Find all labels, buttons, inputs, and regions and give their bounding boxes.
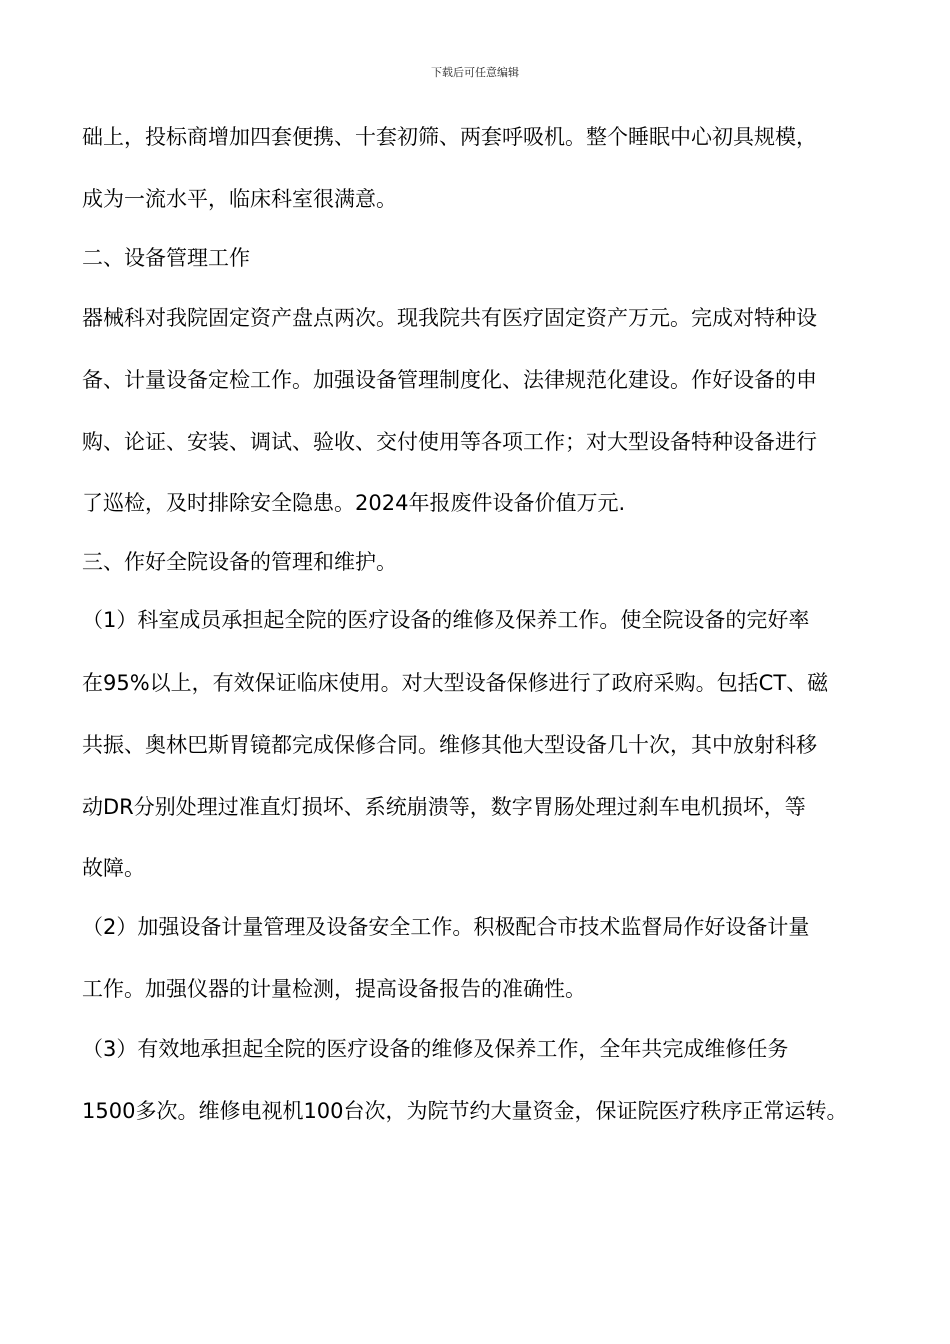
- text-line: 动DR分别处理过准直灯损坏、系统崩溃等，数字胃肠处理过刹车电机损坏，等: [82, 795, 806, 819]
- text-line: （3）有效地承担起全院的医疗设备的维修及保养工作，全年共完成维修任务: [82, 1037, 789, 1061]
- text-line: 1500多次。维修电视机100台次，为院节约大量资金，保证院医疗秩序正常运转。: [82, 1099, 848, 1123]
- text-line: 器械科对我院固定资产盘点两次。现我院共有医疗固定资产万元。完成对特种设: [82, 306, 817, 330]
- section-heading: 二、设备管理工作: [82, 246, 250, 270]
- text-line: 备、计量设备定检工作。加强设备管理制度化、法律规范化建设。作好设备的申: [82, 368, 817, 392]
- text-line: 共振、奥林巴斯胃镜都完成保修合同。维修其他大型设备几十次，其中放射科移: [82, 733, 817, 757]
- text-line: 购、论证、安装、调试、验收、交付使用等各项工作；对大型设备特种设备进行: [82, 430, 817, 454]
- section-heading: 三、作好全院设备的管理和维护。: [82, 550, 397, 574]
- text-line: 故障。: [82, 856, 145, 880]
- text-line: 了巡检，及时排除安全隐患。2024年报废件设备价值万元.: [82, 491, 626, 515]
- text-line: 在95%以上，有效保证临床使用。对大型设备保修进行了政府采购。包括CT、磁: [82, 671, 829, 695]
- text-line: 成为一流水平，临床科室很满意。: [82, 187, 397, 211]
- page-header-note: 下载后可任意编辑: [431, 66, 519, 79]
- text-line: （1）科室成员承担起全院的医疗设备的维修及保养工作。使全院设备的完好率: [82, 608, 810, 632]
- text-line: 础上，投标商增加四套便携、十套初筛、两套呼吸机。整个睡眠中心初具规模，: [82, 125, 817, 149]
- text-line: （2）加强设备计量管理及设备安全工作。积极配合市技术监督局作好设备计量: [82, 915, 810, 939]
- text-line: 工作。加强仪器的计量检测，提高设备报告的准确性。: [82, 977, 586, 1001]
